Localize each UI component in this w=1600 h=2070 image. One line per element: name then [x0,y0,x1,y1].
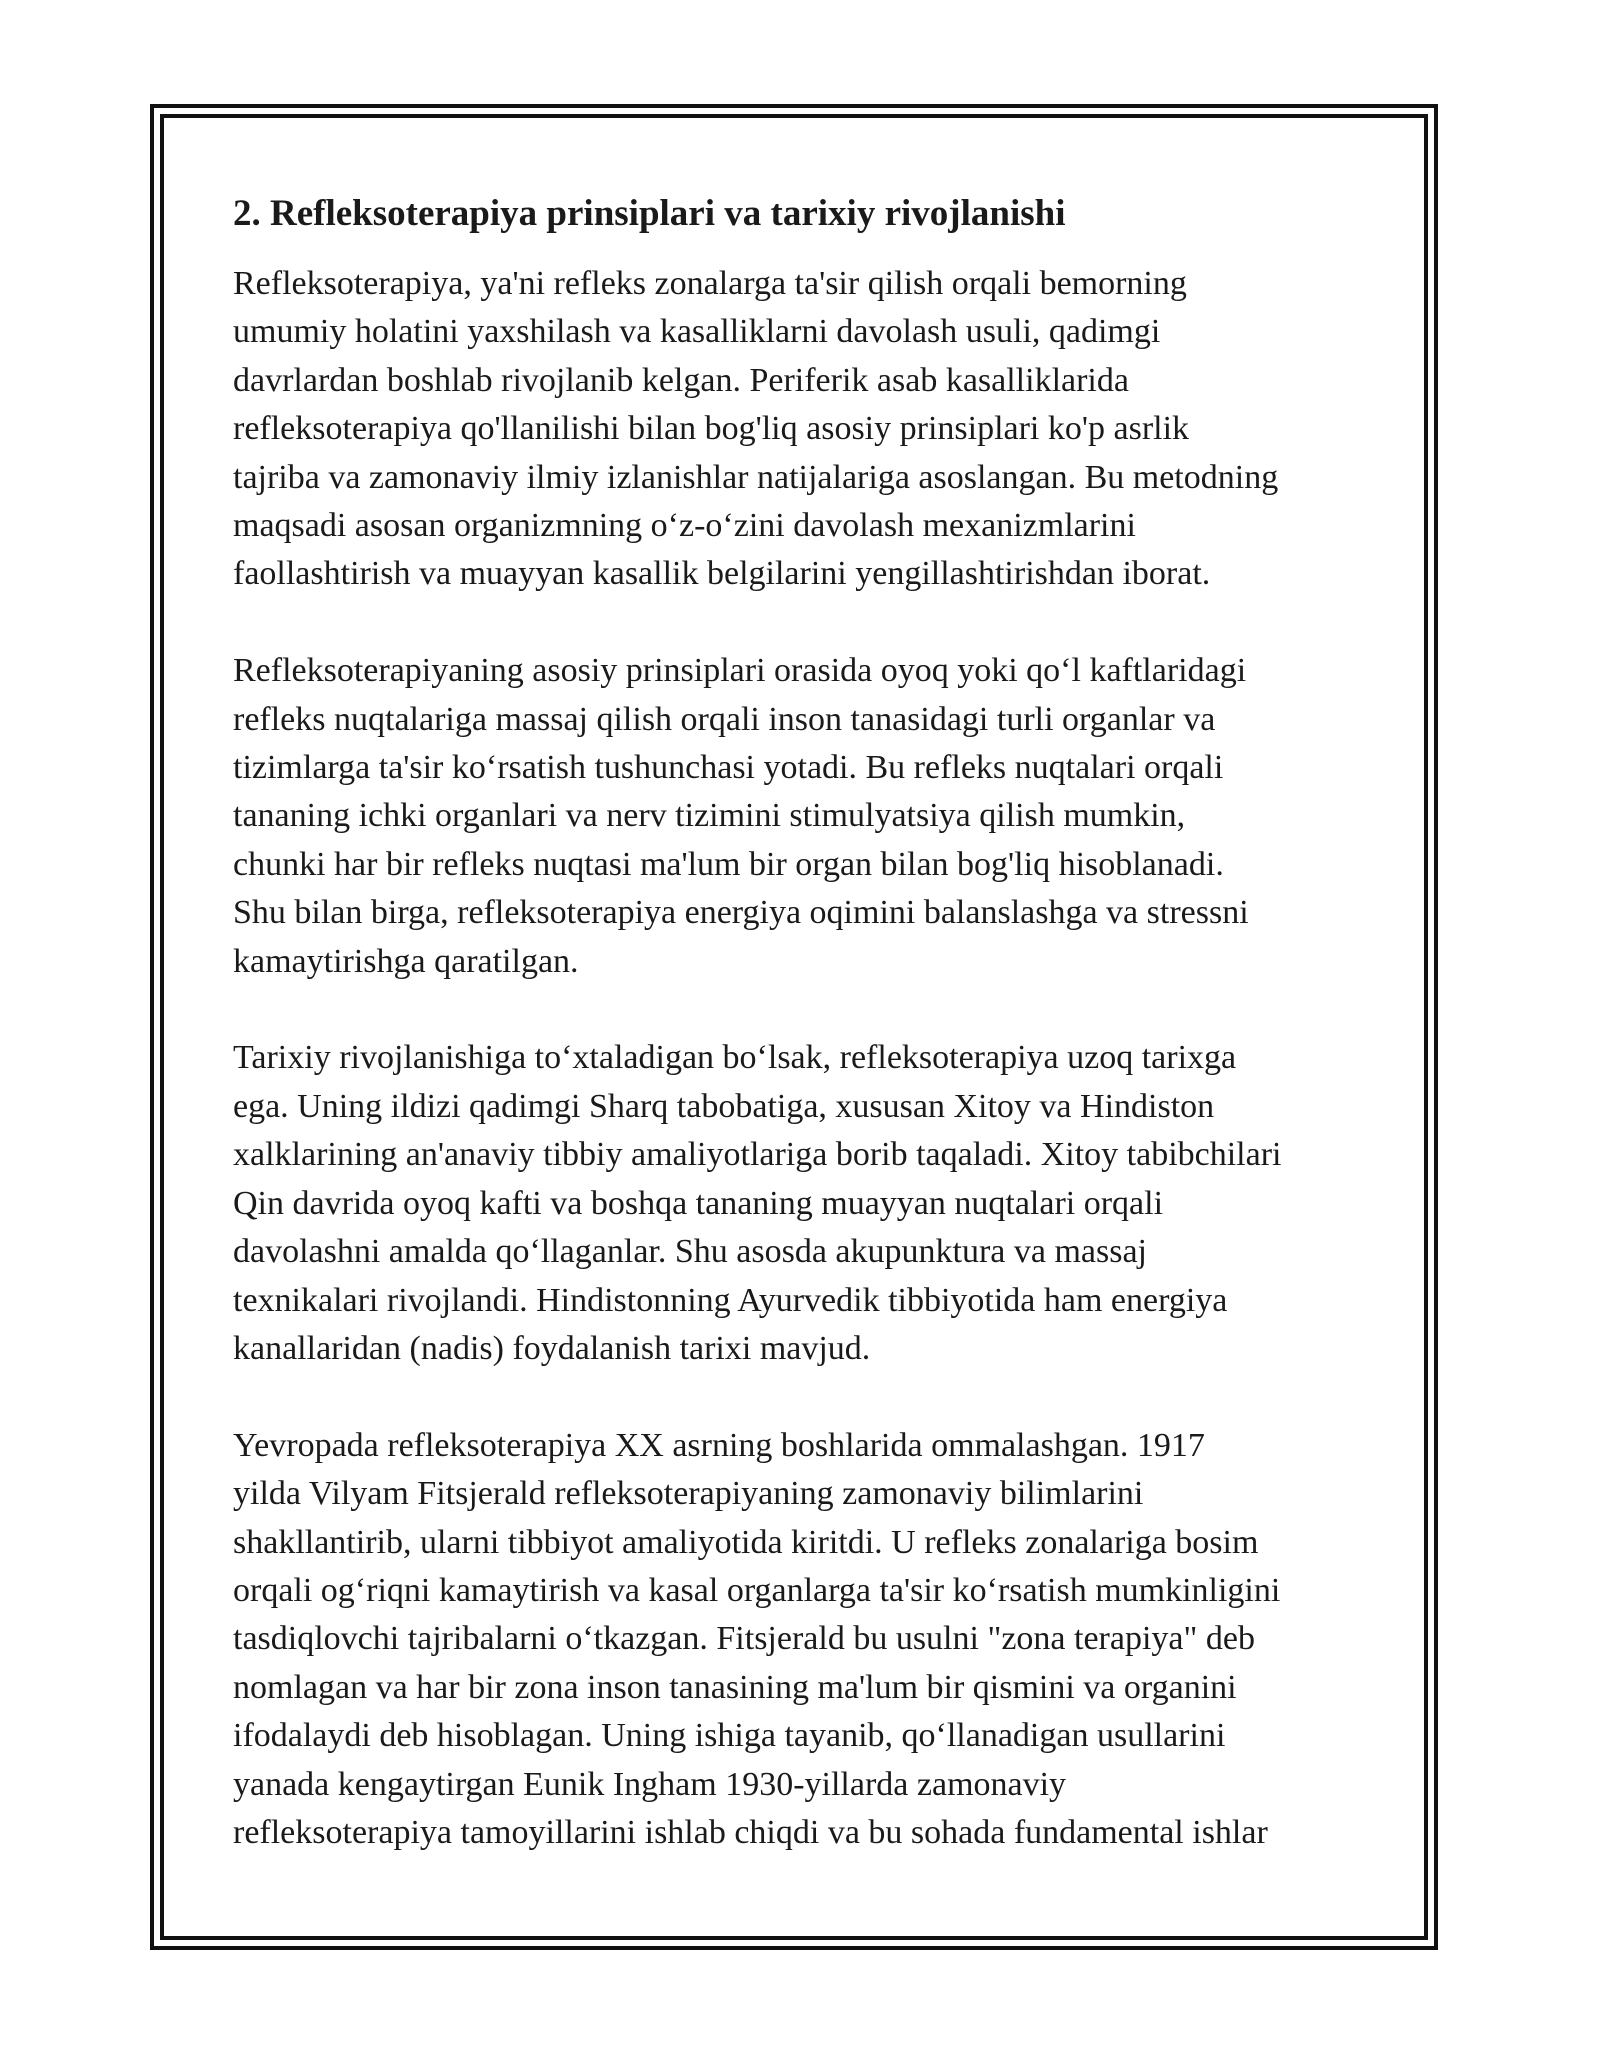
document-body [233,190,1373,1857]
text-line: nomlagan va har bir zona inson tanasining ma'lum bir qismini va organini [233,1668,1237,1706]
paragraph-gap [233,599,1373,647]
text-line: ifodalaydi deb hisoblagan. Uning ishiga tayanib, qo‘llanadigan usullarini [233,1717,1226,1755]
section-heading: 2. Refleksoterapiya prinsiplari va tarixiy rivojlanishi [233,193,1066,234]
text-line: yilda Vilyam Fitsjerald refleksoterapiyaning zamonaviy bilimlarini [233,1475,1144,1513]
text-line: Qin davrida oyoq kafti va boshqa tananing muayyan nuqtalari orqali [233,1184,1164,1222]
paragraph-2 [233,647,1373,986]
text-line: refleks nuqtalariga massaj qilish orqali inson tanasidagi turli organlar va [233,700,1216,738]
text-line: kanallaridan (nadis) foydalanish tarixi mavjud. [233,1329,871,1367]
paragraph-3 [233,1034,1373,1373]
text-line: shakllantirib, ularni tibbiyot amaliyotida kiritdi. U refleks zonalariga bosim [233,1523,1259,1561]
text-line: davrlardan boshlab rivojlanib kelgan. Periferik asab kasalliklarida [233,361,1129,399]
paragraph-1 [233,260,1373,599]
text-line: refleksoterapiya tamoyillarini ishlab chiqdi va bu sohada fundamental ishlar [233,1813,1268,1851]
text-line: kamaytirishga qaratilgan. [233,942,579,980]
text-line: texnikalari rivojlandi. Hindistonning Ayurvedik tibbiyotida ham energiya [233,1281,1228,1319]
text-line: faollashtirish va muayyan kasallik belgilarini yengillashtirishdan iborat. [233,555,1211,593]
text-line: Yevropada refleksoterapiya XX asrning boshlarida ommalashgan. 1917 [233,1426,1205,1464]
text-line: Tarixiy rivojlanishiga to‘xtaladigan bo‘lsak, refleksoterapiya uzoq tarixga [233,1039,1237,1077]
text-line: tizimlarga ta'sir ko‘rsatish tushunchasi yotadi. Bu refleks nuqtalari orqali [233,749,1224,787]
text-line: xalklarining an'anaviy tibbiy amaliyotlariga borib taqaladi. Xitoy tabibchilari [233,1136,1282,1174]
text-line: ega. Uning ildizi qadimgi Sharq tabobatiga, xususan Xitoy va Hindiston [233,1087,1215,1125]
paragraph-gap [233,1373,1373,1421]
paragraph-4 [233,1422,1373,1858]
text-line: chunki har bir refleks nuqtasi ma'lum bir organ bilan bog'liq hisoblanadi. [233,845,1224,883]
text-line: davolashni amalda qo‘llaganlar. Shu asosda akupunktura va massaj [233,1233,1147,1271]
text-line: maqsadi asosan organizmning o‘z-o‘zini davolash mexanizmlarini [233,507,1136,545]
text-line: Refleksoterapiya, ya'ni refleks zonalarga ta'sir qilish orqali bemorning [233,265,1187,302]
text-line: tasdiqlovchi tajribalarni o‘tkazgan. Fitsjerald bu usulni "zona terapiya" deb [233,1620,1255,1658]
paragraph-gap [233,986,1373,1034]
text-line: orqali og‘riqni kamaytirish va kasal organlarga ta'sir ko‘rsatish mumkinligini [233,1571,1281,1609]
text-line: refleksoterapiya qo'llanilishi bilan bog'liq asosiy prinsiplari ko'p asrlik [233,410,1190,448]
text-line: yanada kengaytirgan Eunik Ingham 1930-yillarda zamonaviy [233,1765,1067,1803]
text-line: Refleksoterapiyaning asosiy prinsiplari orasida oyoq yoki qo‘l kaftlaridagi [233,652,1247,690]
text-line: umumiy holatini yaxshilash va kasalliklarni davolash usuli, qadimgi [233,313,1161,351]
text-line: tananing ichki organlari va nerv tizimini stimulyatsiya qilish mumkin, [233,797,1186,835]
text-line: tajriba va zamonaviy ilmiy izlanishlar natijalariga asoslangan. Bu metodning [233,458,1279,496]
text-line: Shu bilan birga, refleksoterapiya energiya oqimini balanslashga va stressni [233,894,1249,932]
